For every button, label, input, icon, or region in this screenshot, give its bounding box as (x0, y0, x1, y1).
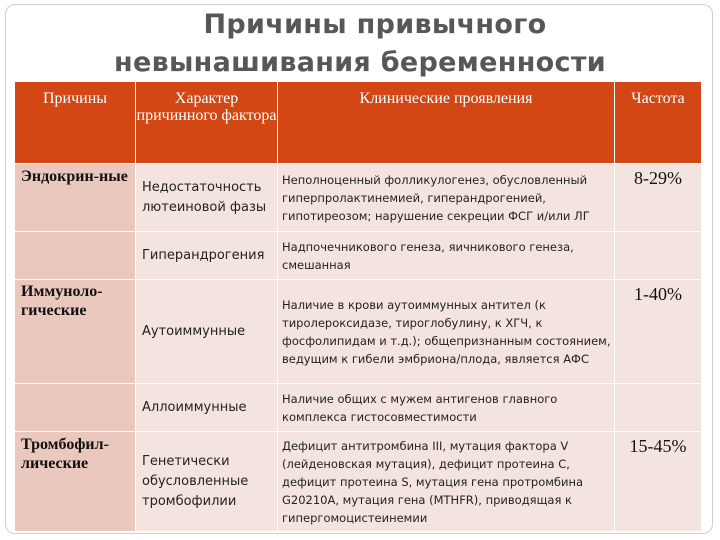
frequency-cell (615, 164, 702, 232)
slide-title (0, 6, 720, 82)
header-cause: Причины (15, 82, 136, 164)
clinical-text: Наличие общих с мужем антигенов главного комплекса гистосовместимости (282, 391, 558, 424)
clinical-text: Дефицит антитромбина III, мутация фактора V (лейденовская мутация), дефицит протеина C, дефицит протеина S, мутация гена протромбина G20210A, мутация гена (MTHFR), приводящая к гипергомоцистеинемии (282, 438, 584, 525)
table-row (15, 432, 702, 532)
factor-text: Генетически обусловленные тромбофилии (142, 453, 249, 509)
table-row (15, 232, 702, 280)
clinical-cell (278, 164, 615, 232)
header-factor: Характер причинного фактора (136, 82, 278, 164)
frequency-cell (615, 232, 702, 280)
factor-text: Гиперандрогения (142, 247, 265, 263)
cause-cell (15, 232, 136, 280)
factor-cell (136, 384, 278, 432)
cause-cell (15, 164, 136, 232)
header-clinical: Клинические проявления (278, 82, 615, 164)
clinical-cell (278, 384, 615, 432)
table-row (15, 384, 702, 432)
title-line-1: Причины привычного (203, 9, 547, 40)
clinical-cell (278, 432, 615, 532)
clinical-cell (278, 232, 615, 280)
table-row (15, 164, 702, 232)
factor-cell (136, 164, 278, 232)
title-line-2: невынашивания беременности (114, 47, 606, 78)
cause-cell (15, 280, 136, 384)
frequency-cell (615, 432, 702, 532)
frequency-text: 8-29% (634, 168, 682, 188)
header-frequency: Частота (615, 82, 702, 164)
causes-table (14, 81, 702, 532)
clinical-text: Неполноценный фолликулогенез, обусловленный гиперпролактинемией, гиперандрогенией, гипотиреозом; нарушение секреции ФСГ и/или ЛГ (282, 172, 590, 223)
factor-cell (136, 232, 278, 280)
frequency-text: 15-45% (629, 436, 687, 456)
frequency-cell (615, 384, 702, 432)
factor-cell (136, 432, 278, 532)
cause-text: Эндокрин-ные (21, 168, 128, 185)
cause-text: Тромбофил-лические (21, 436, 109, 472)
cause-cell (15, 432, 136, 532)
clinical-cell (278, 280, 615, 384)
factor-text: Аутоиммунные (142, 323, 246, 339)
frequency-text: 1-40% (634, 284, 682, 304)
frequency-cell (615, 280, 702, 384)
factor-cell (136, 280, 278, 384)
cause-cell (15, 384, 136, 432)
clinical-text: Наличие в крови аутоиммунных антител (к тиролероксидазе, тироглобулину, к ХГЧ, к фосфолипидам и т.д.); общепризнанным состоянием, ведущим к гибели эмбриона/плода, является АФС (282, 297, 611, 366)
factor-text: Недостаточность лютеиновой фазы (142, 179, 267, 215)
clinical-text: Надпочечникового генеза, яичникового генеза, смешанная (282, 239, 574, 272)
cause-text: Иммуноло-гические (21, 283, 103, 319)
factor-text: Аллоиммунные (142, 399, 247, 415)
header-row (15, 82, 702, 164)
table-row (15, 280, 702, 384)
